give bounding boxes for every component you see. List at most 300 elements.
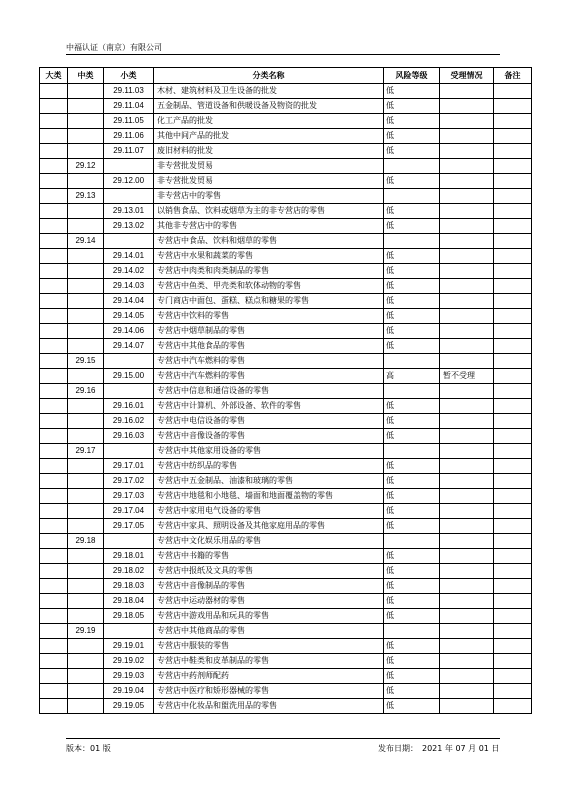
acceptance-cell <box>440 534 494 549</box>
middle-class-cell: 29.16 <box>68 384 104 399</box>
acceptance-cell <box>440 459 494 474</box>
category-name-cell: 专营店中纺织品的零售 <box>154 459 384 474</box>
acceptance-cell <box>440 114 494 129</box>
major-class-cell <box>40 414 68 429</box>
minor-class-cell: 29.19.02 <box>104 654 154 669</box>
middle-class-cell <box>68 579 104 594</box>
acceptance-cell <box>440 684 494 699</box>
risk-level-cell <box>384 444 440 459</box>
risk-level-cell: 低 <box>384 564 440 579</box>
remark-cell <box>494 594 532 609</box>
minor-class-cell: 29.11.04 <box>104 99 154 114</box>
middle-class-cell <box>68 294 104 309</box>
risk-level-cell: 低 <box>384 669 440 684</box>
remark-cell <box>494 579 532 594</box>
category-name-cell: 废旧材料的批发 <box>154 144 384 159</box>
middle-class-cell: 29.15 <box>68 354 104 369</box>
major-class-cell <box>40 174 68 189</box>
risk-level-cell: 低 <box>384 324 440 339</box>
major-class-cell <box>40 609 68 624</box>
risk-level-cell: 低 <box>384 639 440 654</box>
table-row <box>40 159 532 174</box>
minor-class-cell <box>104 534 154 549</box>
acceptance-cell <box>440 354 494 369</box>
major-class-cell <box>40 339 68 354</box>
minor-class-cell: 29.17.05 <box>104 519 154 534</box>
major-class-cell <box>40 99 68 114</box>
minor-class-cell <box>104 354 154 369</box>
table-row <box>40 579 532 594</box>
table-row <box>40 549 532 564</box>
category-name-cell: 专营店中书籍的零售 <box>154 549 384 564</box>
category-name-cell: 专营店中医疗和矫形器械的零售 <box>154 684 384 699</box>
major-class-cell <box>40 594 68 609</box>
risk-level-cell: 低 <box>384 504 440 519</box>
category-name-cell: 专营店中汽车燃料的零售 <box>154 369 384 384</box>
major-class-cell <box>40 519 68 534</box>
remark-cell <box>494 219 532 234</box>
acceptance-cell <box>440 624 494 639</box>
minor-class-cell <box>104 159 154 174</box>
acceptance-cell <box>440 159 494 174</box>
remark-cell <box>494 654 532 669</box>
table-row <box>40 534 532 549</box>
minor-class-cell: 29.17.01 <box>104 459 154 474</box>
minor-class-cell: 29.18.04 <box>104 594 154 609</box>
minor-class-cell: 29.16.03 <box>104 429 154 444</box>
category-name-cell: 专营店中地毯和小地毯、墙面和地面覆盖物的零售 <box>154 489 384 504</box>
remark-cell <box>494 399 532 414</box>
risk-level-cell: 低 <box>384 144 440 159</box>
category-name-cell: 专营店中音像设备的零售 <box>154 429 384 444</box>
major-class-cell <box>40 474 68 489</box>
table-row <box>40 114 532 129</box>
major-class-cell <box>40 654 68 669</box>
minor-class-cell <box>104 384 154 399</box>
major-class-cell <box>40 204 68 219</box>
minor-class-cell: 29.11.07 <box>104 144 154 159</box>
table-row <box>40 414 532 429</box>
middle-class-cell: 29.14 <box>68 234 104 249</box>
middle-class-cell <box>68 129 104 144</box>
table-row <box>40 699 532 714</box>
middle-class-cell <box>68 609 104 624</box>
risk-level-cell <box>384 384 440 399</box>
risk-level-cell: 低 <box>384 279 440 294</box>
middle-class-cell: 29.17 <box>68 444 104 459</box>
middle-class-cell <box>68 414 104 429</box>
table-row <box>40 129 532 144</box>
major-class-cell <box>40 144 68 159</box>
remark-cell <box>494 144 532 159</box>
middle-class-cell <box>68 669 104 684</box>
minor-class-cell: 29.11.05 <box>104 114 154 129</box>
major-class-cell <box>40 489 68 504</box>
category-name-cell: 专营店中其他食品的零售 <box>154 339 384 354</box>
category-name-cell: 专营店中汽车燃料的零售 <box>154 354 384 369</box>
column-header: 分类名称 <box>154 68 384 84</box>
middle-class-cell <box>68 399 104 414</box>
acceptance-cell <box>440 669 494 684</box>
minor-class-cell: 29.11.03 <box>104 84 154 99</box>
risk-level-cell: 低 <box>384 459 440 474</box>
risk-level-cell <box>384 624 440 639</box>
minor-class-cell: 29.14.04 <box>104 294 154 309</box>
minor-class-cell <box>104 189 154 204</box>
category-name-cell: 专营店中鞋类和皮革制品的零售 <box>154 654 384 669</box>
acceptance-cell <box>440 594 494 609</box>
category-name-cell: 专营店中其他商品的零售 <box>154 624 384 639</box>
major-class-cell <box>40 534 68 549</box>
acceptance-cell <box>440 564 494 579</box>
middle-class-cell <box>68 489 104 504</box>
minor-class-cell <box>104 624 154 639</box>
minor-class-cell: 29.18.03 <box>104 579 154 594</box>
minor-class-cell: 29.17.04 <box>104 504 154 519</box>
minor-class-cell: 29.14.05 <box>104 309 154 324</box>
minor-class-cell: 29.19.05 <box>104 699 154 714</box>
category-name-cell: 专营店中信息和通信设备的零售 <box>154 384 384 399</box>
acceptance-cell <box>440 489 494 504</box>
table-row <box>40 399 532 414</box>
major-class-cell <box>40 459 68 474</box>
middle-class-cell <box>68 264 104 279</box>
category-name-cell: 专营店中肉类和肉类制品的零售 <box>154 264 384 279</box>
table-row <box>40 84 532 99</box>
acceptance-cell <box>440 144 494 159</box>
acceptance-cell <box>440 219 494 234</box>
table-row <box>40 444 532 459</box>
remark-cell <box>494 159 532 174</box>
minor-class-cell: 29.19.03 <box>104 669 154 684</box>
category-name-cell: 以销售食品、饮料或烟草为主的非专营店的零售 <box>154 204 384 219</box>
minor-class-cell: 29.14.03 <box>104 279 154 294</box>
category-name-cell: 化工产品的批发 <box>154 114 384 129</box>
acceptance-cell <box>440 189 494 204</box>
major-class-cell <box>40 384 68 399</box>
middle-class-cell <box>68 474 104 489</box>
minor-class-cell: 29.17.03 <box>104 489 154 504</box>
risk-level-cell <box>384 234 440 249</box>
middle-class-cell <box>68 639 104 654</box>
major-class-cell <box>40 699 68 714</box>
risk-level-cell: 低 <box>384 264 440 279</box>
major-class-cell <box>40 129 68 144</box>
category-name-cell: 专营店中报纸及文具的零售 <box>154 564 384 579</box>
acceptance-cell <box>440 129 494 144</box>
remark-cell <box>494 564 532 579</box>
acceptance-cell <box>440 234 494 249</box>
middle-class-cell <box>68 519 104 534</box>
remark-cell <box>494 84 532 99</box>
risk-level-cell: 低 <box>384 654 440 669</box>
remark-cell <box>494 249 532 264</box>
acceptance-cell <box>440 639 494 654</box>
table-row <box>40 594 532 609</box>
table-row <box>40 624 532 639</box>
major-class-cell <box>40 549 68 564</box>
minor-class-cell: 29.15.00 <box>104 369 154 384</box>
minor-class-cell: 29.14.06 <box>104 324 154 339</box>
category-name-cell: 专营店中化妆品和盥洗用品的零售 <box>154 699 384 714</box>
middle-class-cell <box>68 429 104 444</box>
acceptance-cell <box>440 204 494 219</box>
risk-level-cell: 低 <box>384 294 440 309</box>
major-class-cell <box>40 669 68 684</box>
major-class-cell <box>40 399 68 414</box>
table-row <box>40 174 532 189</box>
category-name-cell: 非专营店中的零售 <box>154 189 384 204</box>
middle-class-cell <box>68 369 104 384</box>
minor-class-cell: 29.18.05 <box>104 609 154 624</box>
acceptance-cell <box>440 654 494 669</box>
category-name-cell: 专营店中药剂师配药 <box>154 669 384 684</box>
table-row <box>40 354 532 369</box>
category-name-cell: 专营店中五金制品、油漆和玻璃的零售 <box>154 474 384 489</box>
middle-class-cell <box>68 594 104 609</box>
column-header: 小类 <box>104 68 154 84</box>
remark-cell <box>494 294 532 309</box>
middle-class-cell <box>68 684 104 699</box>
version-label: 版本：01 版 <box>66 744 111 753</box>
column-header: 备注 <box>494 68 532 84</box>
middle-class-cell <box>68 564 104 579</box>
acceptance-cell <box>440 294 494 309</box>
remark-cell <box>494 339 532 354</box>
table-row <box>40 219 532 234</box>
acceptance-cell: 暂不受理 <box>440 369 494 384</box>
risk-level-cell: 低 <box>384 519 440 534</box>
table-row <box>40 474 532 489</box>
acceptance-cell <box>440 384 494 399</box>
minor-class-cell: 29.18.02 <box>104 564 154 579</box>
remark-cell <box>494 234 532 249</box>
remark-cell <box>494 519 532 534</box>
column-header: 受理情况 <box>440 68 494 84</box>
major-class-cell <box>40 684 68 699</box>
major-class-cell <box>40 369 68 384</box>
middle-class-cell: 29.18 <box>68 534 104 549</box>
remark-cell <box>494 489 532 504</box>
category-name-cell: 非专营批发贸易 <box>154 159 384 174</box>
remark-cell <box>494 549 532 564</box>
acceptance-cell <box>440 84 494 99</box>
minor-class-cell: 29.18.01 <box>104 549 154 564</box>
category-name-cell: 其他中间产品的批发 <box>154 129 384 144</box>
table-row <box>40 279 532 294</box>
risk-level-cell: 低 <box>384 174 440 189</box>
minor-class-cell <box>104 234 154 249</box>
middle-class-cell <box>68 324 104 339</box>
acceptance-cell <box>440 474 494 489</box>
remark-cell <box>494 684 532 699</box>
middle-class-cell <box>68 249 104 264</box>
risk-level-cell <box>384 354 440 369</box>
minor-class-cell: 29.16.01 <box>104 399 154 414</box>
column-header: 大类 <box>40 68 68 84</box>
category-name-cell: 专营店中服装的零售 <box>154 639 384 654</box>
table-row <box>40 459 532 474</box>
category-name-cell: 专营店中水果和蔬菜的零售 <box>154 249 384 264</box>
acceptance-cell <box>440 174 494 189</box>
table-row <box>40 99 532 114</box>
major-class-cell <box>40 189 68 204</box>
remark-cell <box>494 174 532 189</box>
middle-class-cell <box>68 114 104 129</box>
major-class-cell <box>40 354 68 369</box>
table-row <box>40 429 532 444</box>
middle-class-cell <box>68 219 104 234</box>
category-name-cell: 专营店中音像制品的零售 <box>154 579 384 594</box>
major-class-cell <box>40 234 68 249</box>
remark-cell <box>494 129 532 144</box>
middle-class-cell <box>68 309 104 324</box>
minor-class-cell: 29.19.04 <box>104 684 154 699</box>
category-name-cell: 木材、建筑材料及卫生设备的批发 <box>154 84 384 99</box>
risk-level-cell: 低 <box>384 489 440 504</box>
risk-level-cell <box>384 159 440 174</box>
remark-cell <box>494 414 532 429</box>
table-row <box>40 609 532 624</box>
middle-class-cell <box>68 654 104 669</box>
header-divider <box>66 54 500 55</box>
remark-cell <box>494 459 532 474</box>
remark-cell <box>494 429 532 444</box>
minor-class-cell: 29.16.02 <box>104 414 154 429</box>
category-name-cell: 专营店中其他家用设备的零售 <box>154 444 384 459</box>
minor-class-cell: 29.13.01 <box>104 204 154 219</box>
category-name-cell: 专营店中家具、照明设备及其他家庭用品的零售 <box>154 519 384 534</box>
remark-cell <box>494 504 532 519</box>
major-class-cell <box>40 429 68 444</box>
table-row <box>40 669 532 684</box>
major-class-cell <box>40 504 68 519</box>
major-class-cell <box>40 579 68 594</box>
acceptance-cell <box>440 264 494 279</box>
acceptance-cell <box>440 429 494 444</box>
acceptance-cell <box>440 399 494 414</box>
middle-class-cell <box>68 699 104 714</box>
remark-cell <box>494 384 532 399</box>
footer-divider <box>66 738 500 739</box>
remark-cell <box>494 309 532 324</box>
risk-level-cell: 低 <box>384 249 440 264</box>
risk-level-cell: 低 <box>384 429 440 444</box>
risk-level-cell: 低 <box>384 414 440 429</box>
category-name-cell: 专营店中烟草制品的零售 <box>154 324 384 339</box>
risk-level-cell: 低 <box>384 99 440 114</box>
risk-level-cell: 低 <box>384 474 440 489</box>
table-row <box>40 309 532 324</box>
major-class-cell <box>40 624 68 639</box>
acceptance-cell <box>440 444 494 459</box>
acceptance-cell <box>440 249 494 264</box>
middle-class-cell <box>68 279 104 294</box>
acceptance-cell <box>440 549 494 564</box>
risk-level-cell: 低 <box>384 129 440 144</box>
remark-cell <box>494 189 532 204</box>
major-class-cell <box>40 639 68 654</box>
risk-level-cell: 低 <box>384 339 440 354</box>
table-row <box>40 564 532 579</box>
middle-class-cell <box>68 99 104 114</box>
category-name-cell: 专营店中电信设备的零售 <box>154 414 384 429</box>
table-row <box>40 294 532 309</box>
remark-cell <box>494 369 532 384</box>
remark-cell <box>494 609 532 624</box>
acceptance-cell <box>440 339 494 354</box>
minor-class-cell: 29.14.07 <box>104 339 154 354</box>
remark-cell <box>494 474 532 489</box>
remark-cell <box>494 534 532 549</box>
category-name-cell: 专营店中饮料的零售 <box>154 309 384 324</box>
category-name-cell: 专营店中家用电气设备的零售 <box>154 504 384 519</box>
minor-class-cell: 29.19.01 <box>104 639 154 654</box>
column-header: 中类 <box>68 68 104 84</box>
category-name-cell: 专营店中游戏用品和玩具的零售 <box>154 609 384 624</box>
classification-table <box>39 67 532 714</box>
middle-class-cell <box>68 84 104 99</box>
middle-class-cell: 29.19 <box>68 624 104 639</box>
table-row <box>40 504 532 519</box>
acceptance-cell <box>440 609 494 624</box>
middle-class-cell <box>68 459 104 474</box>
major-class-cell <box>40 309 68 324</box>
table-row <box>40 489 532 504</box>
risk-level-cell <box>384 189 440 204</box>
middle-class-cell: 29.12 <box>68 159 104 174</box>
remark-cell <box>494 699 532 714</box>
company-header: 中福认证（南京）有限公司 <box>66 43 162 52</box>
major-class-cell <box>40 294 68 309</box>
minor-class-cell: 29.17.02 <box>104 474 154 489</box>
acceptance-cell <box>440 324 494 339</box>
minor-class-cell: 29.12.00 <box>104 174 154 189</box>
table-row <box>40 654 532 669</box>
major-class-cell <box>40 279 68 294</box>
minor-class-cell <box>104 444 154 459</box>
acceptance-cell <box>440 519 494 534</box>
middle-class-cell <box>68 204 104 219</box>
acceptance-cell <box>440 504 494 519</box>
risk-level-cell: 低 <box>384 579 440 594</box>
risk-level-cell: 低 <box>384 84 440 99</box>
major-class-cell <box>40 84 68 99</box>
table-row <box>40 189 532 204</box>
middle-class-cell <box>68 339 104 354</box>
table-row <box>40 369 532 384</box>
middle-class-cell <box>68 174 104 189</box>
risk-level-cell: 低 <box>384 549 440 564</box>
table-header-row <box>40 68 532 84</box>
remark-cell <box>494 114 532 129</box>
middle-class-cell <box>68 549 104 564</box>
table-row <box>40 144 532 159</box>
acceptance-cell <box>440 279 494 294</box>
minor-class-cell: 29.11.06 <box>104 129 154 144</box>
category-name-cell: 专营店中食品、饮料和烟草的零售 <box>154 234 384 249</box>
column-header: 风险等级 <box>384 68 440 84</box>
acceptance-cell <box>440 699 494 714</box>
table-row <box>40 234 532 249</box>
remark-cell <box>494 354 532 369</box>
major-class-cell <box>40 219 68 234</box>
acceptance-cell <box>440 579 494 594</box>
category-name-cell: 专营店中运动器材的零售 <box>154 594 384 609</box>
acceptance-cell <box>440 309 494 324</box>
major-class-cell <box>40 249 68 264</box>
risk-level-cell: 高 <box>384 369 440 384</box>
